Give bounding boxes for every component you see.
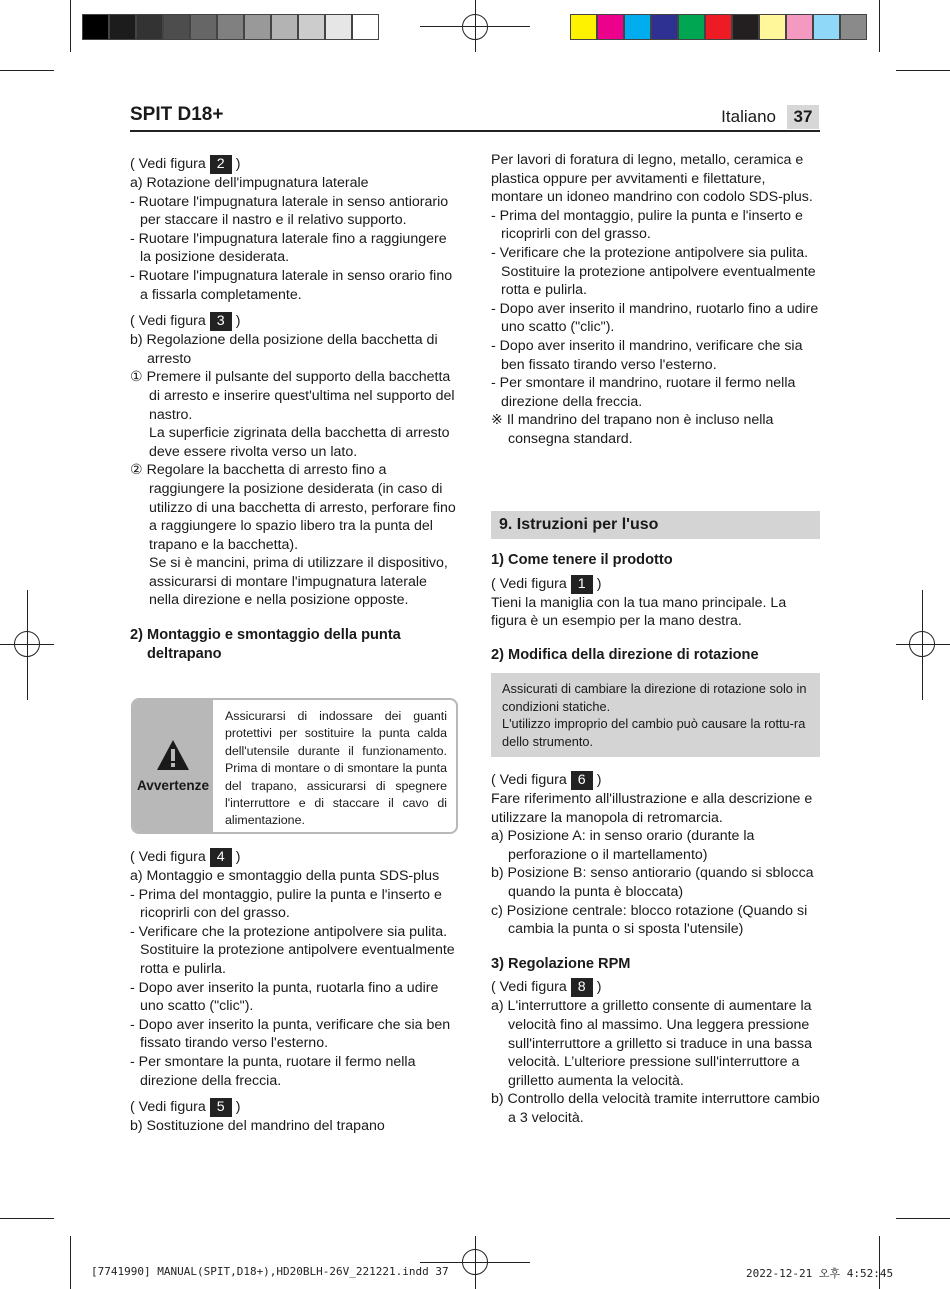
figure-number: 4 bbox=[210, 848, 232, 867]
gray-swatch bbox=[109, 14, 136, 40]
footnote: ※ Il mandrino del trapano non è incluso nella consegna standard. bbox=[491, 412, 774, 447]
crop-mark bbox=[896, 70, 950, 71]
note-text: L'utilizzo improprio del cambio può causare la rottu-ra dello strumento. bbox=[502, 716, 806, 749]
subsection-title: b) Sostituzione del mandrino del trapano bbox=[130, 1118, 385, 1135]
color-swatch bbox=[624, 14, 651, 40]
subsection-title: a) Montaggio e smontaggio della punta SDS-plus bbox=[130, 868, 440, 884]
figure-ref: ( Vedi figura 4 ) bbox=[130, 849, 241, 865]
language-label: Italiano bbox=[721, 107, 776, 126]
gray-swatch bbox=[136, 14, 163, 40]
footer-file-info: [7741990] MANUAL(SPIT,D18+),HD20BLH-26V_221221.indd 37 bbox=[91, 1265, 449, 1278]
registration-mark bbox=[475, 1236, 476, 1289]
manual-title: SPIT D18+ bbox=[130, 104, 224, 125]
figure-ref: ( Vedi figura 5 ) bbox=[130, 1099, 241, 1116]
list-item: - Per smontare la punta, ruotare il fermo nella direzione della freccia. bbox=[130, 1053, 416, 1089]
note-box bbox=[491, 673, 820, 757]
gray-swatch bbox=[217, 14, 244, 40]
figure-number: 5 bbox=[210, 1098, 232, 1117]
step-note: Se si è mancini, prima di utilizzare il dispositivo, assicurarsi di montare l'impugnatura laterale nella direzione e nella posizione opposte. bbox=[149, 555, 448, 609]
header-rule bbox=[130, 130, 820, 132]
subsection-title: b) Regolazione della posizione della bacchetta di arresto bbox=[130, 332, 438, 367]
color-swatch bbox=[678, 14, 705, 40]
list-item: - Dopo aver inserito la punta, ruotarla fino a udire uno scatto ("clic"). bbox=[130, 979, 439, 1015]
warning-box bbox=[131, 698, 458, 834]
list-item: - Dopo aver inserito il mandrino, verificare che sia ben fissato tirando verso l'esterno. bbox=[491, 337, 803, 373]
crop-mark bbox=[879, 1236, 880, 1289]
gray-swatch bbox=[163, 14, 190, 40]
list-item: a) Posizione A: in senso orario (durante la perforazione o il martellamento) bbox=[491, 828, 755, 863]
footer-timestamp: 2022-12-21 오후 4:52:45 bbox=[746, 1267, 894, 1280]
subsection-heading: 1) Come tenere il prodotto bbox=[491, 552, 673, 568]
list-item: a) L'interruttore a grilletto consente di aumentare la velocità fino al massimo. Una leggera pressione sull'interruttore a grilletto si traduce in una bassa velocità. L’ulteriore pressione sull'interruttore a grilletto aumenta la velocità. bbox=[491, 998, 812, 1089]
warning-icon bbox=[155, 738, 191, 772]
subsection-heading: 2) Modifica della direzione di rotazione bbox=[491, 646, 759, 663]
step-note: La superficie zigrinata della bacchetta di arresto deve essere rivolta verso un lato. bbox=[149, 425, 450, 460]
list-item: - Per smontare il mandrino, ruotare il fermo nella direzione della freccia. bbox=[491, 375, 796, 410]
right-column bbox=[491, 151, 821, 449]
section-heading: 2) Montaggio e smontaggio della punta deltrapano bbox=[130, 627, 401, 662]
registration-mark bbox=[475, 0, 476, 52]
color-swatch bbox=[597, 14, 624, 40]
registration-mark bbox=[27, 590, 28, 700]
list-item: b) Posizione B: senso antiorario (quando si sblocca quando la punta è bloccata) bbox=[491, 865, 814, 900]
subsection-title: a) Rotazione dell'impugnatura laterale bbox=[130, 175, 369, 191]
figure-ref: ( Vedi figura 1 ) bbox=[491, 575, 602, 592]
crop-mark bbox=[879, 0, 880, 52]
list-item: - Prima del montaggio, pulire la punta e l'inserto e ricoprirli con del grasso. bbox=[130, 886, 442, 922]
numbered-step: ② Regolare la bacchetta di arresto fino a raggiungere la posizione desiderata (in caso di utilizzo di una bacchetta di arresto, perforare fino a raggiungere lo spazio libero tra la punta del trapano e la bacchetta). bbox=[130, 462, 456, 553]
gray-swatch bbox=[190, 14, 217, 40]
color-swatch bbox=[840, 14, 867, 40]
gray-swatch bbox=[82, 14, 109, 40]
figure-ref: ( Vedi figura 8 ) bbox=[491, 979, 602, 996]
crop-mark bbox=[0, 70, 54, 71]
color-swatch bbox=[651, 14, 678, 40]
figure-number: 1 bbox=[571, 575, 593, 594]
color-swatch bbox=[732, 14, 759, 40]
crop-mark bbox=[70, 1236, 71, 1289]
color-swatch bbox=[759, 14, 786, 40]
warning-text: Assicurarsi di indossare dei guanti protettivi per sostituire la punta calda dell'utensile durante il funzionamento. Prima di montare o di smontare la punta del trapano, assicurarsi di spegnere l'interruttore e di staccare il cavo di alimentazione. bbox=[225, 709, 447, 828]
figure-number: 8 bbox=[571, 978, 593, 997]
gray-swatch bbox=[352, 14, 379, 40]
left-column bbox=[130, 155, 460, 663]
gray-swatch bbox=[244, 14, 271, 40]
figure-ref: ( Vedi figura 2 ) bbox=[130, 156, 241, 172]
color-swatch bbox=[786, 14, 813, 40]
crop-mark bbox=[0, 1218, 54, 1219]
figure-number: 3 bbox=[210, 312, 232, 331]
list-item: - Dopo aver inserito il mandrino, ruotarlo fino a udire uno scatto ("clic"). bbox=[491, 300, 819, 336]
intro-text: Per lavori di foratura di legno, metallo, ceramica e plastica oppure per avvitamenti e filettature, montare un idoneo mandrino con codolo SDS-plus. bbox=[491, 152, 813, 206]
gray-swatch bbox=[325, 14, 352, 40]
warning-label: Avvertenze bbox=[136, 778, 210, 793]
figure-number: 2 bbox=[210, 155, 232, 174]
paragraph: Fare riferimento all'illustrazione e alla descrizione e utilizzare la manopola di retromarcia. bbox=[491, 791, 813, 826]
list-item: - Verificare che la protezione antipolvere sia pulita. Sostituire la protezione antipolvere eventualmente rotta e pulirla. bbox=[491, 244, 816, 299]
section-heading-bar: 9. Istruzioni per l'uso bbox=[491, 511, 820, 539]
subsection-heading: 3) Regolazione RPM bbox=[491, 955, 631, 972]
list-item: - Verificare che la protezione antipolvere sia pulita. Sostituire la protezione antipolvere eventualmente rotta e pulirla. bbox=[130, 923, 455, 977]
list-item: - Dopo aver inserito la punta, verificare che sia ben fissato tirando verso l'esterno. bbox=[130, 1016, 451, 1052]
list-item: - Ruotare l'impugnatura laterale in senso antiorario per staccare il nastro e il relativo supporto. bbox=[130, 193, 449, 229]
gray-swatch bbox=[298, 14, 325, 40]
left-column-lower bbox=[130, 848, 460, 1136]
crop-mark bbox=[70, 0, 71, 52]
numbered-step: ① Premere il pulsante del supporto della bacchetta di arresto e inserire quest'ultima nel supporto del nastro. bbox=[130, 369, 455, 423]
paragraph: Tieni la maniglia con la tua mano principale. La figura è un esempio per la mano destra. bbox=[491, 594, 787, 630]
page-number: 37 bbox=[787, 105, 819, 129]
gray-swatch bbox=[271, 14, 298, 40]
registration-mark bbox=[896, 644, 950, 645]
crop-mark bbox=[896, 1218, 950, 1219]
figure-ref: ( Vedi figura 3 ) bbox=[130, 313, 241, 330]
registration-mark bbox=[922, 590, 923, 700]
figure-number: 6 bbox=[571, 771, 593, 790]
warning-label-panel bbox=[133, 700, 213, 832]
list-item: - Prima del montaggio, pulire la punta e l'inserto e ricoprirli con del grasso. bbox=[491, 207, 803, 243]
right-column-lower bbox=[491, 511, 820, 1128]
list-item: c) Posizione centrale: blocco rotazione (Quando si cambia la punta o si sposta l'utensile) bbox=[491, 902, 808, 938]
color-swatch bbox=[570, 14, 597, 40]
color-swatch bbox=[813, 14, 840, 40]
note-text: Assicurati di cambiare la direzione di rotazione solo in condizioni statiche. bbox=[502, 681, 807, 714]
list-item: - Ruotare l'impugnatura laterale in senso orario fino a fissarla completamente. bbox=[130, 267, 453, 303]
figure-ref: ( Vedi figura 6 ) bbox=[491, 772, 602, 788]
list-item: b) Controllo della velocità tramite interruttore cambio a 3 velocità. bbox=[491, 1091, 820, 1126]
list-item: - Ruotare l'impugnatura laterale fino a raggiungere la posizione desiderata. bbox=[130, 230, 447, 266]
color-swatch bbox=[705, 14, 732, 40]
